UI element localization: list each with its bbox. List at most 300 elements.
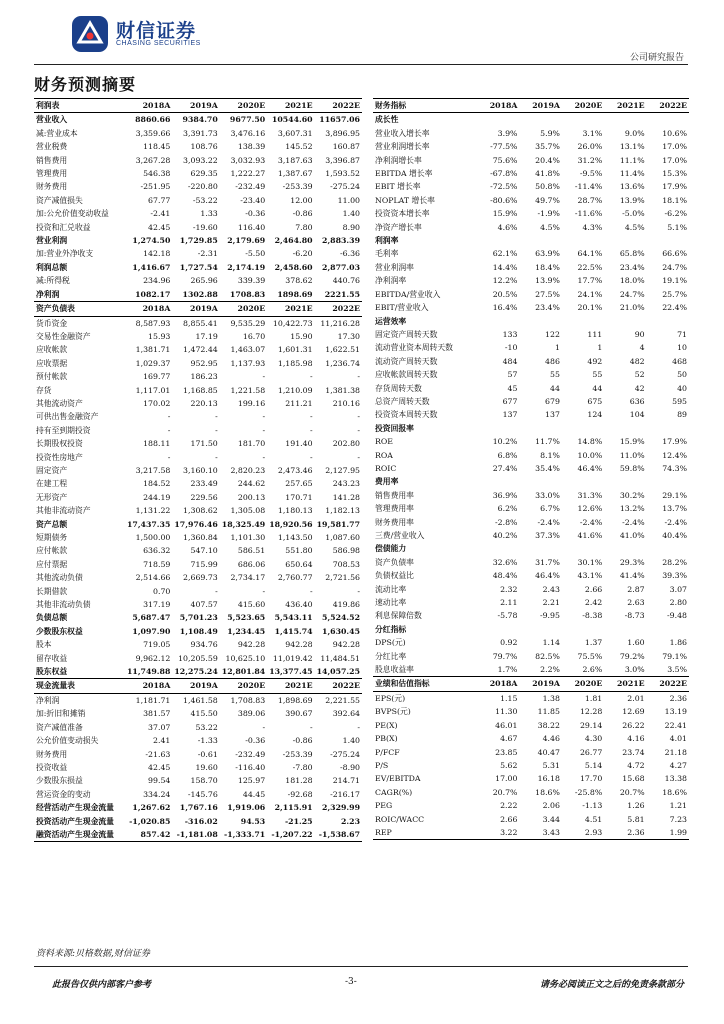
- footer-disclaimer-right: 请务必阅读正文之后的免责条款部分: [539, 980, 684, 990]
- table-cell: 1,305.08: [230, 506, 266, 516]
- table-cell: [604, 422, 646, 435]
- table-cell: 3,187.63: [277, 155, 313, 165]
- table-row: [34, 748, 362, 761]
- table-cell: 1,622.51: [325, 345, 360, 355]
- table-cell: -2.4%: [537, 517, 560, 527]
- table-cell: 234.96: [143, 276, 171, 286]
- table-row: [34, 707, 362, 720]
- table-cell: 9677.50: [229, 115, 266, 125]
- table-cell: 59.8%: [619, 463, 645, 473]
- table-cell: 13.2%: [619, 504, 645, 514]
- row-label: 管理费用: [36, 169, 68, 179]
- table-row: [373, 207, 689, 220]
- table-cell: 2020E: [562, 99, 604, 113]
- row-label: 销售费用: [36, 155, 68, 165]
- table-row: [34, 221, 362, 234]
- table-cell: [477, 113, 519, 127]
- row-label: 财务指标: [373, 99, 477, 113]
- table-cell: -: [357, 425, 360, 435]
- table-cell: 1,267.62: [132, 803, 171, 813]
- table-cell: 2.66: [500, 814, 518, 824]
- table-cell: 484: [502, 356, 518, 366]
- table-cell: 2,734.17: [230, 573, 266, 583]
- table-cell: 40: [677, 383, 687, 393]
- row-label: 股息收益率: [373, 663, 477, 677]
- table-cell: 17.7%: [577, 276, 603, 286]
- table-cell: 4.51: [584, 814, 603, 824]
- logo-name-en: CHASING SECURITIES: [116, 40, 201, 47]
- table-cell: 137: [502, 410, 518, 420]
- table-cell: 24.7%: [662, 262, 687, 272]
- table-cell: 492: [587, 356, 603, 366]
- table-cell: 2018A: [125, 679, 172, 693]
- table-cell: 6.8%: [497, 450, 518, 460]
- table-cell: 3.0%: [604, 663, 646, 677]
- row-label: 减:所得税: [36, 276, 70, 286]
- table-cell: 43.1%: [577, 571, 603, 581]
- table-cell: 99.54: [148, 776, 171, 786]
- table-cell: [604, 315, 646, 328]
- table-cell: 26.77: [579, 747, 603, 757]
- table-cell: 2,514.66: [135, 573, 171, 583]
- row-label: 减:营业成本: [36, 128, 78, 138]
- table-cell: 3.44: [542, 814, 560, 824]
- row-label: 预付帐款: [36, 372, 68, 382]
- table-cell: 2.80: [669, 598, 687, 608]
- table-cell: 2,820.23: [230, 465, 266, 475]
- table-cell: 5.14: [584, 760, 603, 770]
- table-cell: 55: [592, 370, 603, 380]
- row-label: 融资活动产生现金流量: [34, 828, 125, 842]
- row-label: 资产总额: [36, 519, 68, 529]
- table-cell: 6.2%: [497, 504, 518, 514]
- table-cell: [647, 315, 689, 328]
- table-cell: 11,749.88: [125, 665, 172, 679]
- row-label: EV/EBITDA: [375, 774, 421, 784]
- table-cell: [519, 113, 561, 127]
- table-cell: 19,581.77: [316, 519, 360, 529]
- table-cell: 17.0%: [662, 142, 687, 152]
- table-cell: -: [262, 452, 266, 462]
- table-cell: 10,205.59: [178, 653, 218, 663]
- row-label: 流动资产周转天数: [375, 356, 438, 366]
- table-cell: 41.6%: [577, 531, 603, 540]
- row-label: 总资产周转天数: [375, 396, 430, 406]
- table-cell: 199.16: [237, 398, 266, 408]
- row-label: ROIC: [375, 463, 397, 473]
- table-cell: 2019A: [172, 302, 219, 316]
- table-cell: 12.69: [622, 707, 645, 717]
- table-cell: -: [262, 722, 266, 732]
- table-cell: 15.93: [148, 331, 171, 341]
- table-cell: 65.8%: [619, 249, 645, 259]
- table-cell: 16.4%: [492, 303, 518, 313]
- table-cell: 1082.17: [135, 289, 171, 299]
- table-cell: -116.40: [235, 762, 266, 772]
- table-cell: 1,182.13: [325, 506, 360, 516]
- table-row: [373, 462, 689, 475]
- row-label: 分红比率: [375, 651, 407, 661]
- table-cell: [647, 542, 689, 555]
- row-label: 利润表: [34, 99, 125, 113]
- table-cell: 22.41: [664, 720, 687, 730]
- table-row: [34, 611, 362, 624]
- table-cell: 547.10: [190, 546, 218, 556]
- table-header-row: [34, 99, 362, 113]
- table-cell: 108.76: [190, 142, 218, 152]
- table-cell: 5.31: [542, 760, 560, 770]
- table-cell: 12,275.24: [172, 665, 219, 679]
- table-cell: 2021E: [604, 99, 646, 113]
- table-cell: 42.45: [148, 762, 171, 772]
- table-cell: 158.70: [190, 776, 218, 786]
- table-cell: 17.30: [337, 331, 360, 341]
- table-cell: 8,855.41: [183, 318, 218, 328]
- table-cell: [562, 315, 604, 328]
- table-cell: 171.50: [190, 439, 218, 449]
- table-cell: [477, 542, 519, 555]
- table-cell: 4.30: [584, 734, 603, 744]
- row-label: 存货: [36, 385, 52, 395]
- row-label: REP: [373, 826, 477, 840]
- table-cell: 79.1%: [662, 651, 687, 661]
- table-cell: 468: [672, 356, 687, 366]
- row-label: 管理费用率: [375, 504, 414, 514]
- table-cell: -67.8%: [490, 169, 518, 179]
- table-cell: 17.9%: [662, 437, 687, 447]
- table-row: [373, 221, 689, 234]
- table-cell: 1.60: [627, 638, 645, 648]
- table-cell: 2018A: [125, 99, 172, 113]
- table-cell: 3,093.22: [183, 155, 218, 165]
- table-cell: -8.73: [624, 611, 645, 621]
- row-label: 营业税费: [36, 142, 68, 152]
- table-cell: 142.18: [143, 249, 171, 259]
- row-label: 应付帐款: [36, 546, 68, 556]
- table-cell: 62.1%: [492, 249, 518, 259]
- table-cell: 124: [587, 410, 603, 420]
- table-cell: 11657.06: [319, 115, 360, 125]
- table-cell: 32.6%: [492, 557, 518, 567]
- table-cell: 2019A: [519, 99, 561, 113]
- table-cell: [519, 234, 561, 247]
- table-cell: 636.32: [143, 546, 171, 556]
- table-cell: -11.6%: [574, 209, 603, 219]
- table-cell: 1,185.98: [277, 358, 313, 368]
- table-cell: 1,919.06: [227, 803, 266, 813]
- table-cell: 75.5%: [577, 651, 603, 661]
- table-cell: 13.9%: [535, 276, 560, 286]
- table-row: [373, 556, 689, 569]
- row-label: 营业利润增长率: [375, 142, 430, 152]
- table-row: [373, 772, 689, 785]
- table-cell: 3.5%: [647, 663, 689, 677]
- table-cell: -0.36: [245, 736, 266, 746]
- row-label: 可供出售金融资产: [36, 412, 99, 422]
- table-row: [34, 477, 362, 490]
- table-row: [373, 234, 689, 247]
- row-label: 流动营业资本周转天数: [375, 343, 453, 353]
- table-cell: 44.45: [242, 789, 266, 799]
- row-label: 销售费用率: [375, 490, 414, 500]
- table-cell: 169.77: [143, 372, 171, 382]
- table-row: [373, 368, 689, 381]
- page-title: 财务预测摘要: [34, 75, 137, 94]
- row-label: 负债权益比: [375, 571, 414, 581]
- row-label: PEG: [375, 801, 393, 811]
- table-cell: 11,484.51: [320, 653, 360, 663]
- table-cell: 2022E: [647, 677, 689, 691]
- table-cell: -9.5%: [579, 169, 603, 179]
- table-cell: 41.8%: [535, 169, 560, 179]
- table-cell: 3.22: [477, 826, 519, 840]
- table-row: [34, 558, 362, 571]
- table-cell: 4.27: [669, 760, 687, 770]
- table-cell: 2.2%: [519, 663, 561, 677]
- table-cell: -1,333.71: [220, 828, 267, 842]
- table-row: [373, 274, 689, 287]
- table-cell: 125.97: [237, 776, 266, 786]
- row-label: 营业利润率: [375, 262, 414, 272]
- table-row: [373, 315, 689, 328]
- table-row: [34, 652, 362, 665]
- table-cell: 5.62: [500, 760, 518, 770]
- table-row: [34, 504, 362, 517]
- row-label: 留存收益: [36, 653, 68, 663]
- table-cell: 138.39: [237, 142, 266, 152]
- table-row: [34, 194, 362, 207]
- table-cell: 1,274.50: [132, 236, 171, 246]
- table-row: [373, 813, 689, 826]
- table-cell: 244.19: [143, 492, 171, 502]
- table-row: [373, 154, 689, 167]
- row-label: 投资资本周转天数: [375, 410, 438, 420]
- table-cell: 2018A: [477, 677, 519, 691]
- table-cell: -6.2%: [664, 209, 687, 219]
- table-cell: 200.13: [237, 492, 266, 502]
- table-cell: 1,097.90: [132, 626, 171, 636]
- table-cell: 23.74: [622, 747, 645, 757]
- table-row: [34, 424, 362, 437]
- table-cell: 15.68: [622, 774, 645, 784]
- table-cell: 1,108.49: [179, 626, 218, 636]
- table-cell: 2,473.46: [277, 465, 313, 475]
- table-row: [373, 489, 689, 502]
- row-label: 持有至到期投资: [36, 425, 91, 435]
- table-cell: 20.4%: [535, 155, 560, 165]
- table-row: [34, 491, 362, 504]
- table-cell: 2019A: [172, 99, 219, 113]
- table-cell: [477, 623, 519, 636]
- table-cell: -6.20: [292, 249, 313, 259]
- table-row: [34, 721, 362, 734]
- table-cell: 21.18: [664, 747, 687, 757]
- row-label: 货币资金: [36, 318, 68, 328]
- table-cell: 3.43: [519, 826, 561, 840]
- table-cell: -: [215, 586, 218, 596]
- table-cell: 3.9%: [497, 128, 518, 138]
- table-cell: 1.86: [669, 638, 687, 648]
- table-cell: 18,325.49: [221, 519, 266, 529]
- table-cell: 24.1%: [577, 289, 603, 299]
- table-header-row: [373, 677, 689, 691]
- table-cell: [604, 234, 646, 247]
- row-label: 利润总额: [36, 262, 68, 272]
- table-row: [373, 475, 689, 488]
- table-cell: 2.66: [584, 584, 603, 594]
- row-label: 交易性金融资产: [36, 331, 91, 341]
- table-cell: [647, 422, 689, 435]
- table-cell: 160.87: [332, 142, 360, 152]
- row-label: 利息保障倍数: [375, 611, 422, 621]
- row-label: 净利润增长率: [375, 155, 422, 165]
- table-cell: 2.43: [542, 584, 560, 594]
- table-cell: -232.49: [235, 749, 266, 759]
- table-cell: 3,217.58: [135, 465, 171, 475]
- table-cell: -21.63: [145, 749, 171, 759]
- table-cell: 2,760.77: [277, 573, 313, 583]
- page-number: -3-: [345, 977, 357, 987]
- table-cell: -0.86: [292, 736, 313, 746]
- table-cell: 17.00: [495, 774, 518, 784]
- table-cell: 12,801.84: [220, 665, 267, 679]
- table-cell: 50: [677, 370, 687, 380]
- table-cell: 257.65: [285, 479, 313, 489]
- table-cell: 17.9%: [662, 182, 687, 192]
- table-cell: 8.90: [342, 222, 360, 232]
- table-cell: -77.5%: [490, 142, 518, 152]
- row-label: 少数股东损益: [36, 776, 83, 786]
- table-cell: 11.0%: [619, 450, 645, 460]
- table-cell: 1,593.52: [325, 169, 360, 179]
- table-cell: 719.05: [143, 640, 171, 650]
- table-row: [373, 719, 689, 732]
- table-cell: 23.85: [495, 747, 518, 757]
- table-cell: 5,524.52: [322, 613, 360, 623]
- header-divider: [34, 64, 688, 65]
- row-label: 财务费用: [36, 749, 68, 759]
- row-label: 投资资本增长率: [375, 209, 430, 219]
- table-cell: 1,137.93: [230, 358, 266, 368]
- table-cell: 29.14: [579, 720, 603, 730]
- row-label: 应收帐款: [36, 345, 68, 355]
- table-cell: 233.49: [190, 479, 218, 489]
- table-cell: 1.14: [542, 638, 560, 648]
- table-cell: -1.9%: [537, 209, 560, 219]
- table-cell: 13.9%: [619, 195, 645, 205]
- table-row: [34, 801, 362, 814]
- table-cell: 2020E: [562, 677, 604, 691]
- table-cell: 12.2%: [492, 276, 518, 286]
- table-cell: 2021E: [267, 302, 314, 316]
- table-cell: 2,883.39: [322, 236, 360, 246]
- table-cell: 90: [634, 329, 645, 339]
- row-label: 负债总额: [36, 613, 68, 623]
- row-label: 长期借款: [36, 586, 68, 596]
- table-row: [34, 384, 362, 397]
- table-cell: 5.9%: [540, 128, 560, 138]
- table-cell: -1,020.85: [129, 816, 171, 826]
- table-row: [34, 180, 362, 193]
- table-row: [34, 437, 362, 450]
- table-cell: 1,898.69: [277, 695, 313, 705]
- table-cell: 184.52: [143, 479, 171, 489]
- table-row: [373, 422, 689, 435]
- table-cell: 211.21: [285, 398, 313, 408]
- table-cell: 1,630.45: [322, 626, 360, 636]
- row-label: 流动比率: [375, 584, 407, 594]
- table-row: [34, 451, 362, 464]
- table-cell: -9.48: [667, 611, 687, 621]
- table-row: [34, 638, 362, 651]
- table-cell: 243.23: [332, 479, 360, 489]
- table-row: [373, 705, 689, 718]
- table-cell: -: [167, 425, 171, 435]
- table-cell: 629.35: [190, 169, 218, 179]
- row-label: 财务费用率: [375, 517, 414, 527]
- table-cell: 17,976.46: [174, 519, 218, 529]
- table-cell: 415.50: [190, 709, 218, 719]
- table-cell: 35.4%: [535, 463, 560, 473]
- table-cell: 3,391.73: [183, 128, 218, 138]
- row-label: 公允价值变动损失: [36, 736, 99, 746]
- table-cell: 170.71: [285, 492, 313, 502]
- table-cell: 2.22: [500, 801, 518, 811]
- table-cell: 41.4%: [619, 571, 645, 581]
- row-label: 固定资产周转天数: [375, 329, 438, 339]
- table-header-row: [373, 99, 689, 113]
- table-cell: 2,877.03: [322, 262, 360, 272]
- table-cell: 111: [587, 329, 603, 339]
- table-cell: 17.0%: [662, 155, 687, 165]
- table-cell: 415.60: [237, 600, 266, 610]
- table-cell: 2020E: [220, 679, 267, 693]
- table-cell: [477, 422, 519, 435]
- table-cell: 57: [507, 370, 518, 380]
- table-row: [373, 288, 689, 301]
- row-label: DPS(元): [375, 638, 406, 648]
- table-cell: 45: [507, 383, 518, 393]
- table-cell: [604, 475, 646, 488]
- table-cell: 2021E: [604, 677, 646, 691]
- table-row: [34, 734, 362, 747]
- table-cell: 53.22: [195, 722, 218, 732]
- row-label: 其他流动负债: [36, 573, 83, 583]
- row-label: 偿债能力: [375, 544, 407, 554]
- table-cell: 14.8%: [577, 437, 603, 447]
- row-label: 现金流量表: [34, 679, 125, 693]
- table-cell: 145.52: [285, 142, 313, 152]
- table-cell: -5.50: [245, 249, 266, 259]
- table-cell: 2,458.60: [274, 262, 313, 272]
- table-cell: [604, 113, 646, 127]
- table-cell: -: [309, 412, 313, 422]
- table-cell: 40.47: [537, 747, 560, 757]
- table-cell: 12.4%: [662, 450, 687, 460]
- table-cell: 15.3%: [662, 169, 687, 179]
- row-label: EBIT 增长率: [375, 182, 421, 192]
- table-cell: 334.24: [143, 789, 171, 799]
- row-label: 无形资产: [36, 492, 68, 502]
- table-cell: 1: [597, 343, 603, 353]
- table-cell: -: [167, 412, 171, 422]
- table-cell: 17.70: [579, 774, 603, 784]
- table-cell: 18.6%: [535, 787, 560, 797]
- table-cell: -: [309, 722, 313, 732]
- table-row: [373, 113, 689, 127]
- table-cell: -: [262, 372, 266, 382]
- table-cell: 3,359.66: [135, 128, 171, 138]
